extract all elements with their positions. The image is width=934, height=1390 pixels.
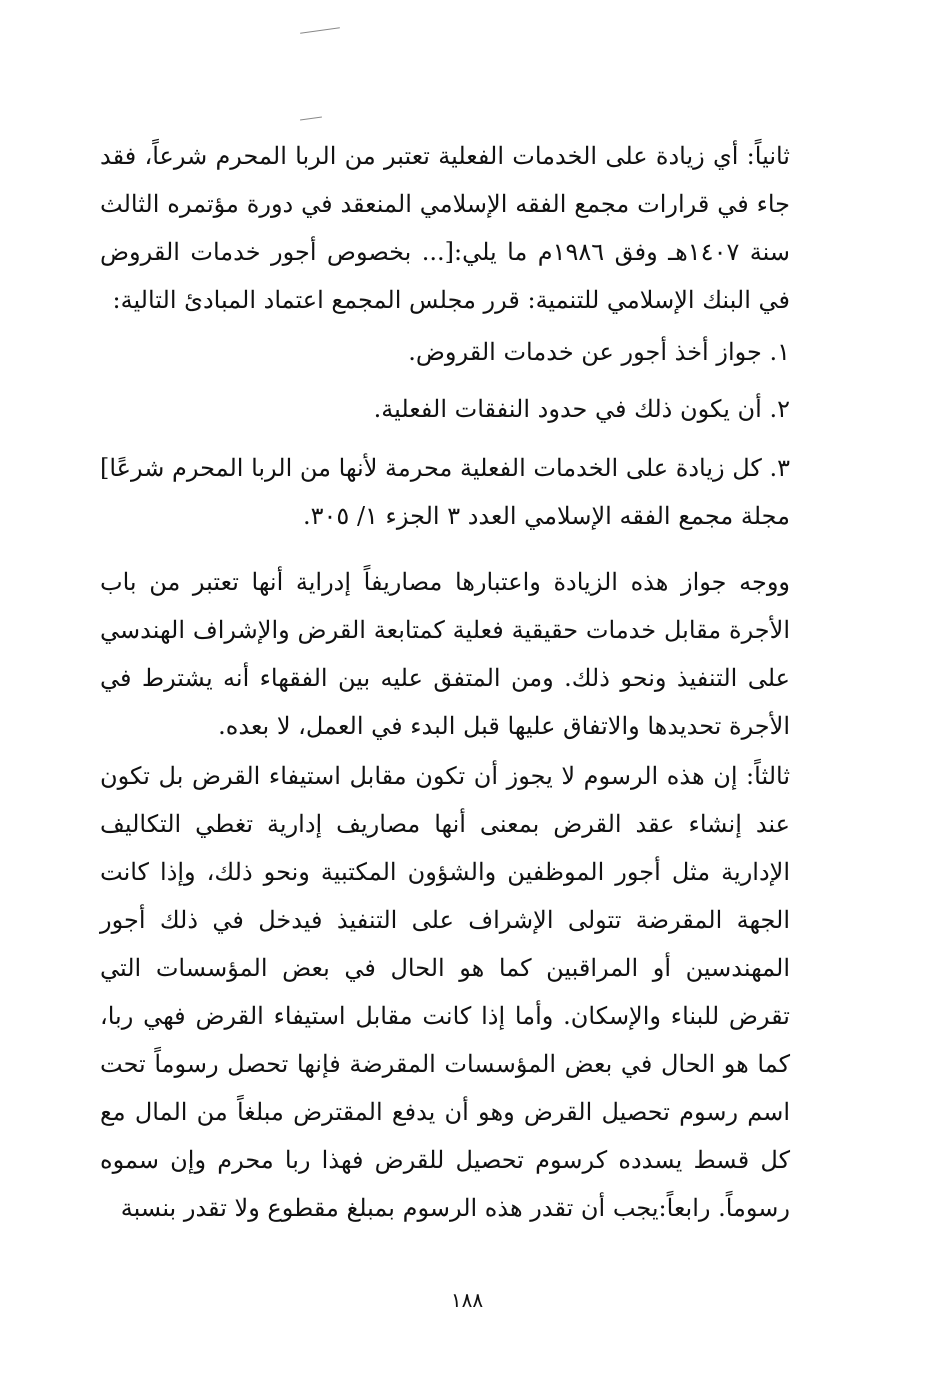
list-item-1: ١. جواز أخذ أجور عن خدمات القروض. <box>408 338 790 366</box>
paragraph-secondly: ثانياً: أي زيادة على الخدمات الفعلية تعتبر من الربا المحرم شرعاً، فقد جاء في قرارات مجمع الفقه الإسلامي المنعقد في دورة مؤتمره الثالث سنة ١٤٠٧هـ وفق ١٩٨٦م ما يلي:[... بخصوص أجور خدمات القروض في البنك الإسلامي للتنمية: قرر مجلس المجمع اعتماد المبادئ التالية: <box>100 142 790 314</box>
page-number: ١٨٨ <box>450 1288 484 1312</box>
list-item-2: ٢. أن يكون ذلك في حدود النفقات الفعلية. <box>373 395 790 423</box>
list-item-3: ٣. كل زيادة على الخدمات الفعلية محرمة لأنها من الربا المحرم شرعًا] مجلة مجمع الفقه الإسلامي العدد ٣ الجزء ١/ ٣٠٥. <box>100 454 790 530</box>
text-column <box>100 0 790 1390</box>
paragraph-justification: ووجه جواز هذه الزيادة واعتبارها مصاريفاً إدراية أنها تعتبر من باب الأجرة مقابل خدمات حقيقية فعلية كمتابعة القرض والإشراف الهندسي على التنفيذ ونحو ذلك. ومن المتفق عليه بين الفقهاء أنه يشترط في الأجرة تحديدها والاتفاق عليها قبل البدء في العمل، لا بعده. <box>100 568 790 740</box>
paragraph-thirdly: ثالثاً: إن هذه الرسوم لا يجوز أن تكون مقابل استيفاء القرض بل تكون عند إنشاء عقد القرض بمعنى أنها مصاريف إدارية تغطي التكاليف الإدارية مثل أجور الموظفين والشؤون المكتبية ونحو ذلك، وإذا كانت الجهة المقرضة تتولى الإشراف على التنفيذ فيدخل في ذلك أجور المهندسين أو المراقبين كما هو الحال في بعض المؤسسات التي تقرض للبناء والإسكان. وأما إذا كانت مقابل استيفاء القرض فهي ربا، كما هو الحال في بعض المؤسسات المقرضة فإنها تحصل رسوماً تحت اسم رسوم تحصيل القرض وهو أن يدفع المقترض مبلغاً من المال مع كل قسط يسدده كرسوم تحصيل للقرض فهذا ربا محرم وإن سموه رسوماً. رابعاً:يجب أن تقدر هذه الرسوم بمبلغ مقطوع ولا تقدر بنسبة <box>100 762 790 1222</box>
